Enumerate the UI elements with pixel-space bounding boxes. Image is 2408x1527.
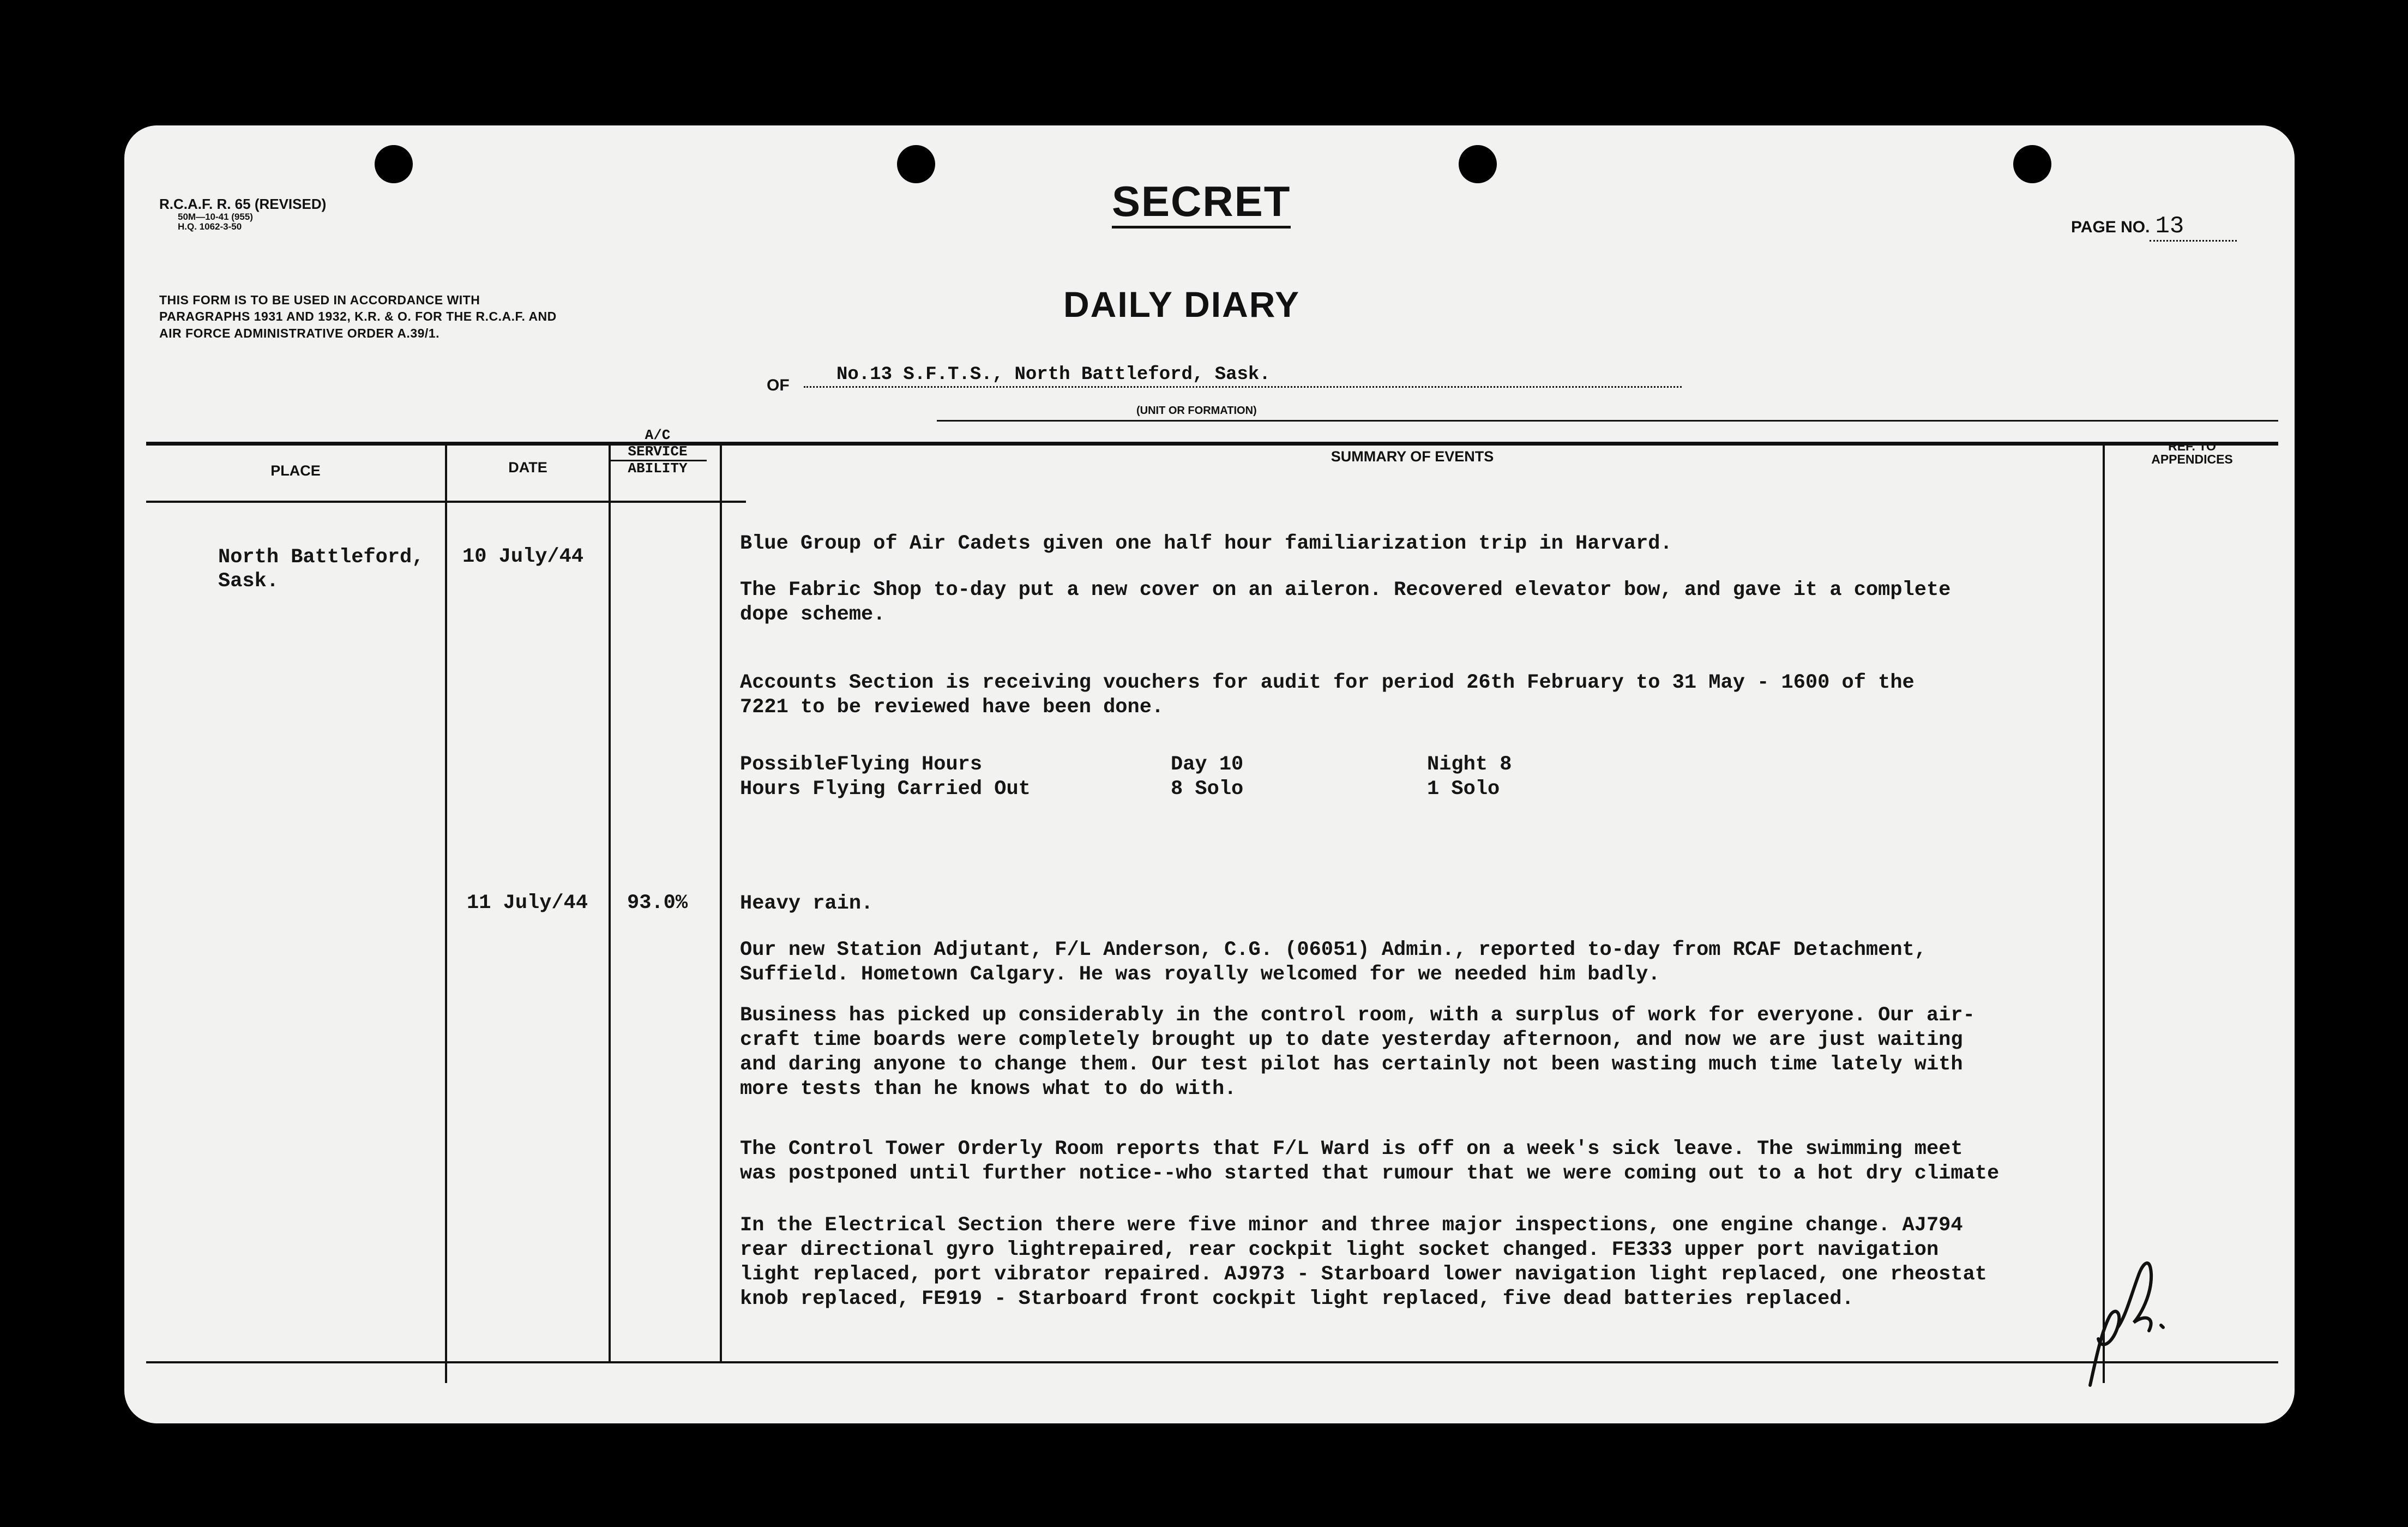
column-divider xyxy=(609,445,611,1361)
column-serviceability-line: ABILITY xyxy=(628,460,688,477)
event-line: Suffield. Hometown Calgary. He was royally welcomed for we needed him badly. xyxy=(740,963,1660,987)
entry-date: 11 July/44 xyxy=(467,892,588,915)
form-print-line: 50M—10-41 (955) xyxy=(178,211,253,222)
column-divider xyxy=(720,445,722,1361)
event-line: 7221 to be reviewed have been done. xyxy=(740,696,1164,719)
form-identifier xyxy=(159,196,326,232)
event-line: Our new Station Adjutant, F/L Anderson, C.G. (06051) Admin., reported to-day from RCAF Detachment, xyxy=(740,939,1927,961)
page-title: DAILY DIARY xyxy=(1063,284,1300,324)
event-line: knob replaced, FE919 - Starboard front cockpit light replaced, five dead batteries replaced. xyxy=(740,1288,1854,1311)
event-line: The Fabric Shop to-day put a new cover on an aileron. Recovered elevator bow, and gave it a complete xyxy=(740,579,1951,602)
event-line: Blue Group of Air Cadets given one half hour familiarization trip in Harvard. xyxy=(740,532,1672,555)
event-line: was postponed until further notice--who started that rumour that we were coming out to a hot dry climate xyxy=(740,1162,2000,1186)
event-line: Heavy rain. xyxy=(740,892,874,915)
header-rule xyxy=(937,420,2278,422)
punch-hole xyxy=(1459,145,1497,183)
page-number-label: PAGE NO. xyxy=(2071,218,2150,236)
column-place: PLACE xyxy=(270,462,321,479)
flying-hours-day: Day 10 xyxy=(1171,753,1244,776)
security-classification: SECRET xyxy=(1112,180,1291,229)
punch-hole xyxy=(897,145,935,183)
event-paragraph xyxy=(740,1137,1999,1186)
usage-notice: THIS FORM IS TO BE USED IN ACCORDANCE WITH PARAGRAPHS 1931 AND 1932, K.R. & O. FOR THE R.C.A.F. AND AIR FORCE ADMINISTRATIVE ORDER A.39/1. xyxy=(159,293,557,340)
event-line: more tests than he knows what to do with. xyxy=(740,1078,1237,1101)
event-line: Accounts Section is receiving vouchers for audit for period 26th February to 31 May - 1600 of the xyxy=(740,671,1915,694)
event-paragraph xyxy=(740,938,1927,987)
column-appendices xyxy=(2105,440,2279,466)
unit-value: No.13 S.F.T.S., North Battleford, Sask. xyxy=(804,364,1682,388)
place-line: North Battleford, xyxy=(218,546,424,569)
column-serviceability xyxy=(609,428,707,476)
event-paragraph xyxy=(740,1003,1975,1102)
event-line: Business has picked up considerably in the control room, with a surplus of work for everyone. Our air- xyxy=(740,1004,1975,1027)
form-number: R.C.A.F. R. 65 (REVISED) xyxy=(159,196,327,212)
event-line: The Control Tower Orderly Room reports that F/L Ward is off on a week's sick leave. The swimming meet xyxy=(740,1138,1963,1161)
flying-hours-night: Night 8 xyxy=(1427,753,1512,776)
table-bottom-rule xyxy=(146,1361,2278,1363)
unit-of-label: OF xyxy=(767,376,790,394)
unit-field xyxy=(767,364,1271,395)
column-appendices-line: REF. TO xyxy=(2168,439,2216,453)
unit-caption: (UNIT OR FORMATION) xyxy=(1136,405,1257,417)
event-line: craft time boards were completely brought up to date yesterday afternoon, and now we are just waiting xyxy=(740,1029,1963,1052)
column-serviceability-line: SERVICE xyxy=(609,443,707,461)
diary-card xyxy=(124,125,2295,1423)
punch-hole xyxy=(2013,145,2051,183)
event-paragraph xyxy=(740,892,873,916)
page-number-field xyxy=(2071,213,2237,242)
column-date: DATE xyxy=(508,459,547,476)
event-line: and daring anyone to change them. Our test pilot has certainly not been wasting much time lately with xyxy=(740,1053,1963,1077)
flying-hours-night: 1 Solo xyxy=(1427,778,1500,801)
page-number-value: 13 xyxy=(2150,213,2237,242)
column-appendices-line: APPENDICES xyxy=(2151,452,2233,467)
event-line: light replaced, port vibrator repaired. AJ973 - Starboard lower navigation light replaced, one rheostat xyxy=(740,1263,1987,1286)
event-line: rear directional gyro lightrepaired, rear cockpit light socket changed. FE333 upper port navigation xyxy=(740,1239,1939,1262)
column-serviceability-line: A/C xyxy=(645,427,671,443)
entry-date: 10 July/44 xyxy=(462,545,584,568)
event-paragraph xyxy=(740,671,1915,720)
event-paragraph xyxy=(740,578,1951,627)
form-print-line: H.Q. 1062-3-50 xyxy=(178,221,242,232)
entry-place xyxy=(218,545,424,594)
event-paragraph xyxy=(740,1213,1987,1312)
table-top-rule xyxy=(146,442,2278,446)
place-line: Sask. xyxy=(218,570,279,593)
column-divider xyxy=(2103,445,2105,1383)
flying-hours-label: Hours Flying Carried Out xyxy=(740,778,1031,801)
entry-serviceability: 93.0% xyxy=(627,892,688,915)
punch-hole xyxy=(375,145,413,183)
event-line: dope scheme. xyxy=(740,603,886,627)
column-summary: SUMMARY OF EVENTS xyxy=(1331,448,1494,465)
column-divider xyxy=(445,445,447,1383)
flying-hours-label: PossibleFlying Hours xyxy=(740,753,983,776)
event-paragraph xyxy=(740,532,1672,556)
event-line: In the Electrical Section there were five minor and three major inspections, one engine change. AJ794 xyxy=(740,1214,1963,1237)
flying-hours-day: 8 Solo xyxy=(1171,778,1244,801)
handwritten-signature xyxy=(2079,1252,2177,1393)
